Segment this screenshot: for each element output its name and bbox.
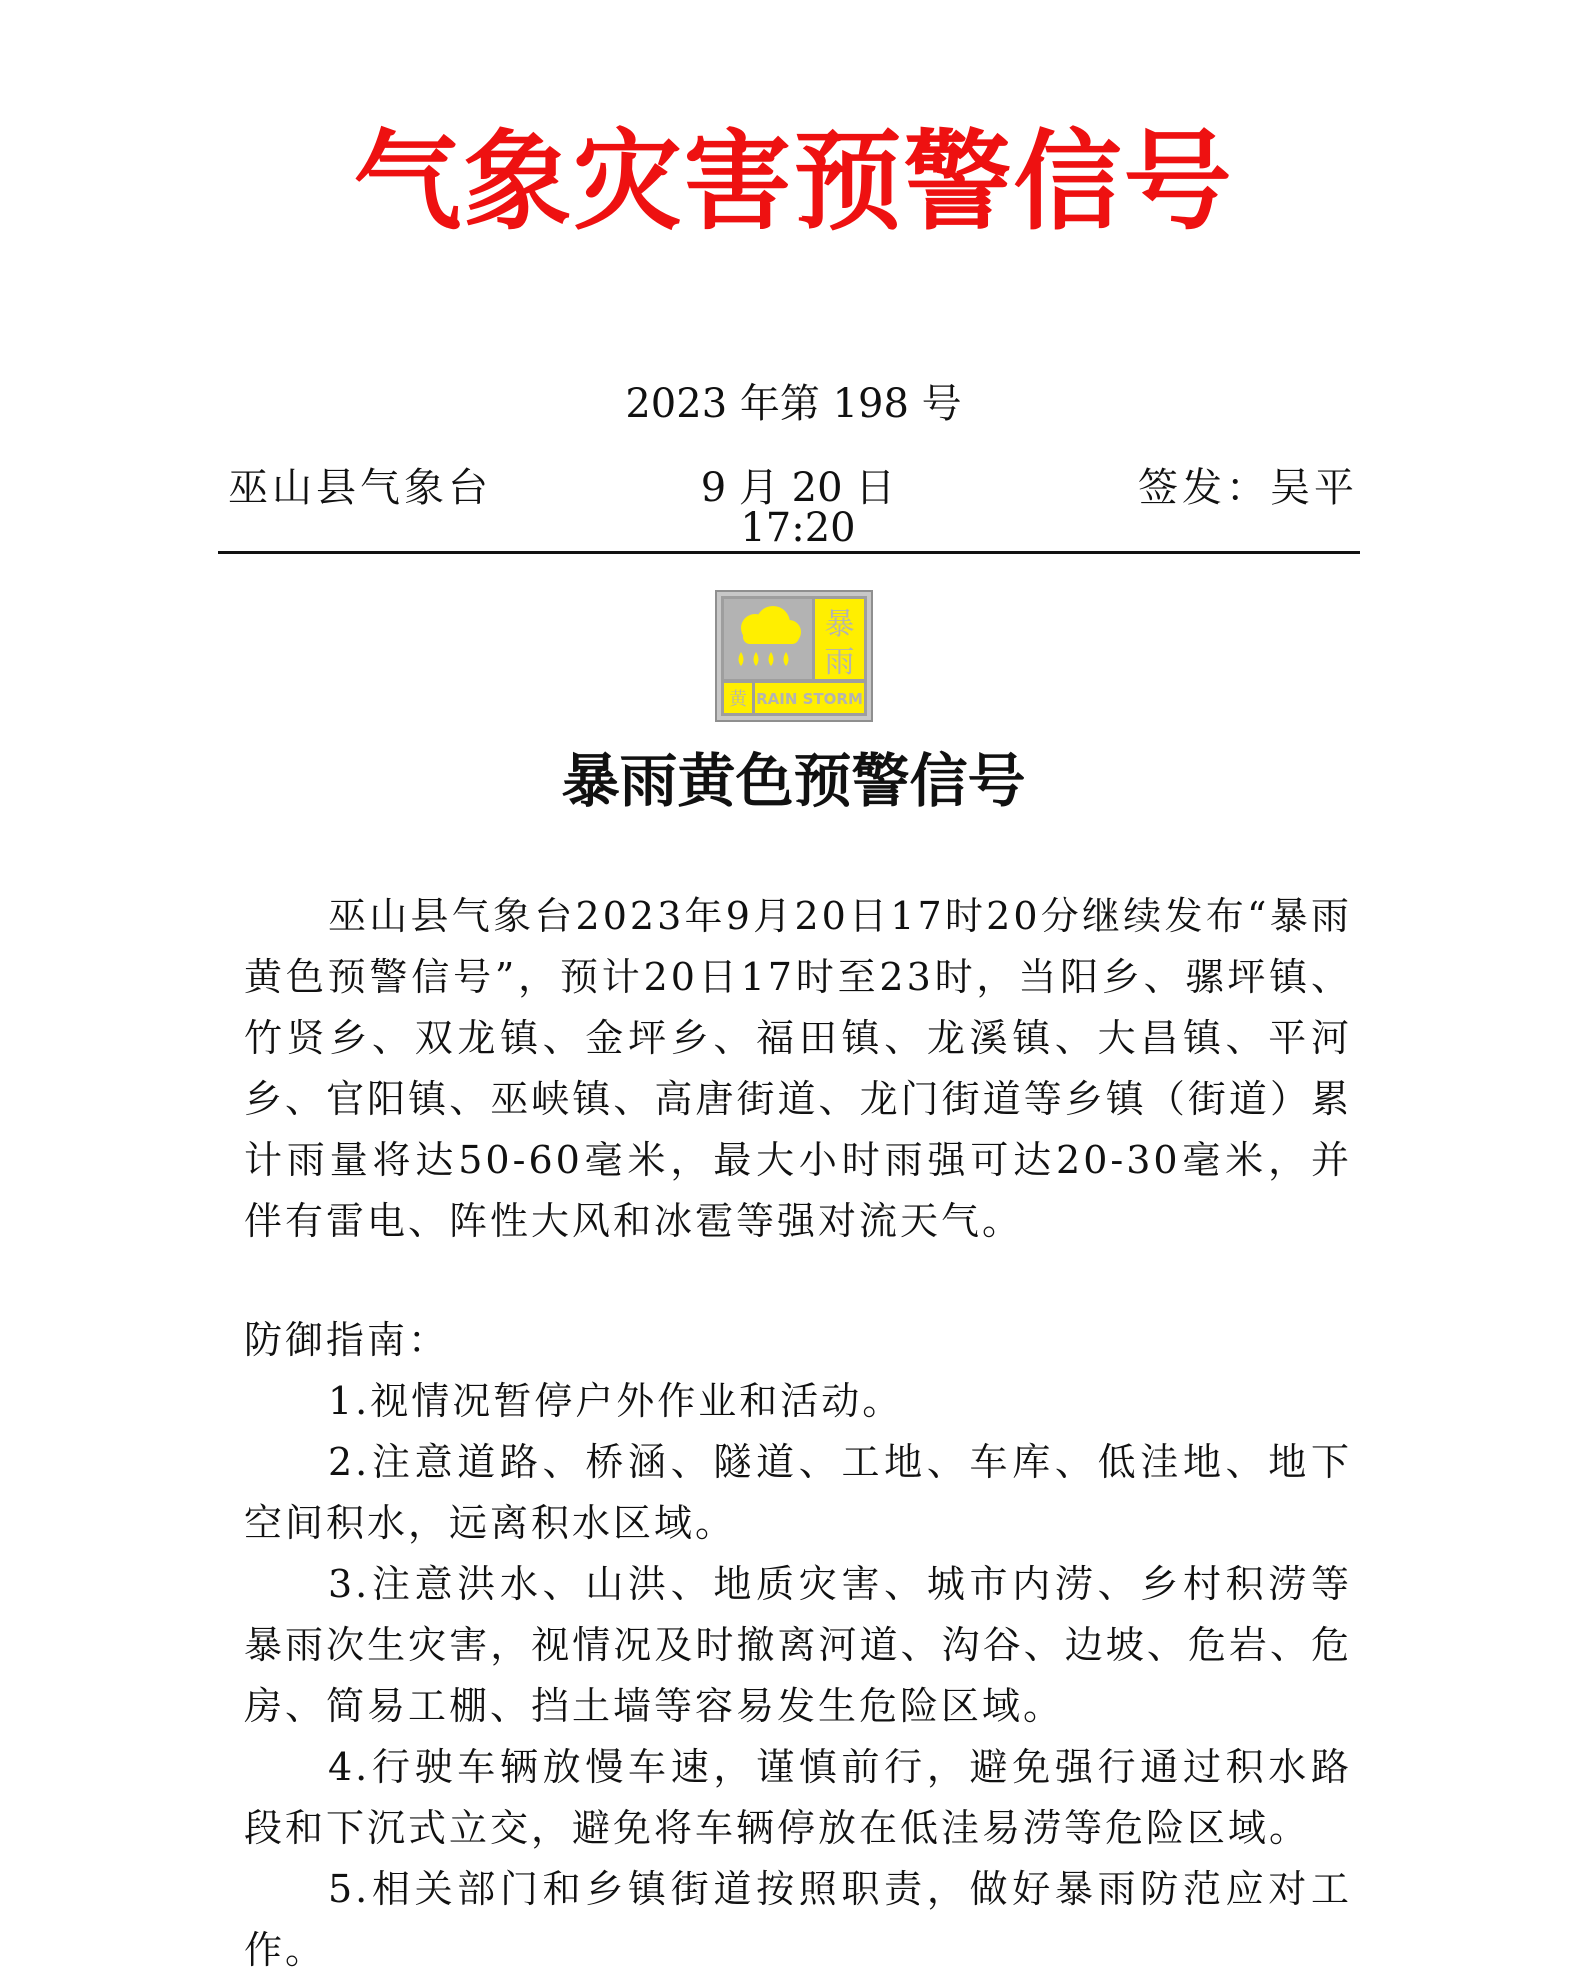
warning-paragraph: 巫山县气象台2023年9月20日17时20分继续发布“暴雨黄色预警信号”，预计20日17时至23时，当阳乡、骡坪镇、竹贤乡、双龙镇、金坪乡、福田镇、龙溪镇、大昌镇、平河乡、官阳镇、巫峡镇、高唐街道、龙门街道等乡镇（街道）累计雨量将达50-60毫米，最大小时雨强可达20-30毫米，并伴有雷电、阵性大风和冰雹等强对流天气。 (244, 894, 1352, 1243)
guide-heading: 防御指南： (244, 1318, 450, 1362)
issue-meta-row (228, 465, 1358, 551)
header-divider (218, 551, 1360, 554)
document-title: 气象灾害预警信号 (353, 119, 1234, 245)
signal-icon-english: RAIN STORM (756, 690, 863, 708)
issue-number: 2023 年第 198 号 (625, 381, 962, 427)
guide-item: 3.注意洪水、山洪、地质灾害、城市内涝、乡村积涝等暴雨次生灾害，视情况及时撤离河道、沟谷、边坡、危岩、危房、简易工棚、挡土墙等容易发生危险区域。 (244, 1562, 1352, 1728)
signal-icon-char-2: 雨 (824, 645, 855, 680)
signal-title: 暴雨黄色预警信号 (561, 747, 1026, 815)
guide-item: 5.相关部门和乡镇街道按照职责，做好暴雨防范应对工作。 (244, 1867, 1352, 1972)
guide-item: 1.视情况暂停户外作业和活动。 (328, 1379, 904, 1423)
rainstorm-yellow-signal-icon (715, 590, 873, 722)
guide-item: 4.行驶车辆放慢车速，谨慎前行，避免强行通过积水路段和下沉式立交，避免将车辆停放在低洼易涝等危险区域。 (244, 1745, 1352, 1850)
issuing-office: 巫山县气象台 (228, 465, 492, 511)
issue-datetime: 9 月 20 日 17:20 (700, 465, 896, 551)
signal-icon-color-char: 黄 (729, 689, 747, 710)
signer: 签发：吴平 (1138, 465, 1358, 511)
signal-icon-char-1: 暴 (824, 607, 855, 642)
guide-list (244, 1371, 1352, 1981)
guide-item: 2.注意道路、桥涵、隧道、工地、车库、低洼地、地下空间积水，远离积水区域。 (244, 1440, 1352, 1545)
